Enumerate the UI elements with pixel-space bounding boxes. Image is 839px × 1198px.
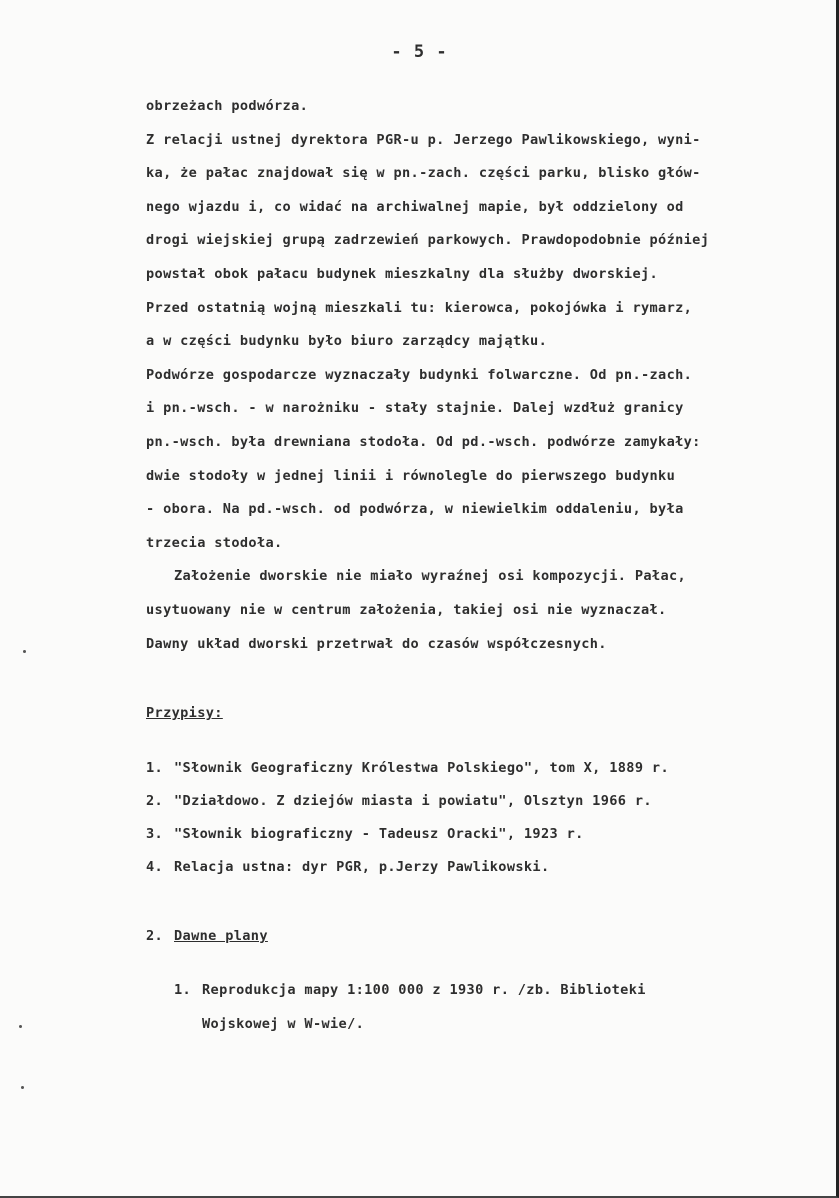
body-line: dwie stodoły w jednej linii i równolegle do pierwszego budynku (146, 467, 676, 484)
plan-number: 1. (174, 982, 192, 998)
plans-list (174, 973, 794, 1041)
body-line: Dawny układ dworski przetrwał do czasów współczesnych. (146, 635, 607, 652)
body-line: Z relacji ustnej dyrektora PGR-u p. Jerzego Pawlikowskiego, wyni- (146, 131, 701, 148)
body-line: pn.-wsch. była drewniana stodoła. Od pd.-wsch. podwórze zamykały: (146, 433, 701, 450)
footnote-number: 1. (146, 760, 164, 776)
scan-speck (21, 1086, 24, 1089)
body-line: Podwórze gospodarcze wyznaczały budynki folwarczne. Od pn.-zach. (146, 366, 693, 383)
section-heading (146, 928, 268, 944)
body-line: - obora. Na pd.-wsch. od podwórza, w niewielkim oddaleniu, była (146, 501, 684, 518)
body-text (146, 90, 806, 661)
body-line: Przed ostatnią wojną mieszkali tu: kierowca, pokojówka i rymarz, (146, 299, 693, 316)
footnote-text: Relacja ustna: dyr PGR, p.Jerzy Pawlikowski. (174, 859, 550, 875)
plan-item (174, 973, 794, 1007)
body-line: trzecia stodoła. (146, 534, 283, 551)
footnotes-list (146, 752, 806, 884)
footnote-number: 2. (146, 793, 164, 809)
body-line: drogi wiejskiej grupą zadrzewień parkowych. Prawdopodobnie później (146, 232, 710, 249)
footnote-item (146, 851, 806, 884)
plan-text-continuation: Wojskowej w W-wie/. (202, 1016, 365, 1032)
footnote-item (146, 785, 806, 818)
body-line: usytuowany nie w centrum założenia, takiej osi nie wyznaczał. (146, 601, 667, 618)
section-number: 2. (146, 928, 164, 944)
body-line: ka, że pałac znajdował się w pn.-zach. części parku, blisko głów- (146, 165, 701, 182)
scan-speck (23, 650, 26, 653)
footnote-text: "Słownik Geograficzny Królestwa Polskiego", tom X, 1889 r. (174, 760, 669, 776)
footnote-number: 4. (146, 859, 164, 875)
section-title: Dawne plany (174, 928, 268, 944)
body-line: Założenie dworskie nie miało wyraźnej osi kompozycji. Pałac, (174, 568, 687, 585)
footnote-text: "Słownik biograficzny - Tadeusz Oracki", 1923 r. (174, 826, 584, 842)
footnotes-heading: Przypisy: (146, 705, 223, 721)
footnote-item (146, 818, 806, 851)
plan-text: Reprodukcja mapy 1:100 000 z 1930 r. /zb. Biblioteki (202, 982, 646, 998)
body-line: obrzeżach podwórza. (146, 98, 309, 114)
body-line: a w części budynku było biuro zarządcy majątku. (146, 333, 548, 350)
scan-speck (19, 1025, 22, 1028)
page-number: - 5 - (391, 42, 448, 62)
footnote-number: 3. (146, 826, 164, 842)
body-line: powstał obok pałacu budynek mieszkalny dla służby dworskiej. (146, 265, 659, 282)
body-line: nego wjazdu i, co widać na archiwalnej mapie, był oddzielony od (146, 198, 684, 215)
footnote-text: "Działdowo. Z dziejów miasta i powiatu", Olsztyn 1966 r. (174, 793, 652, 809)
body-line: i pn.-wsch. - w narożniku - stały stajnie. Dalej wzdłuż granicy (146, 400, 684, 417)
footnote-item (146, 752, 806, 785)
